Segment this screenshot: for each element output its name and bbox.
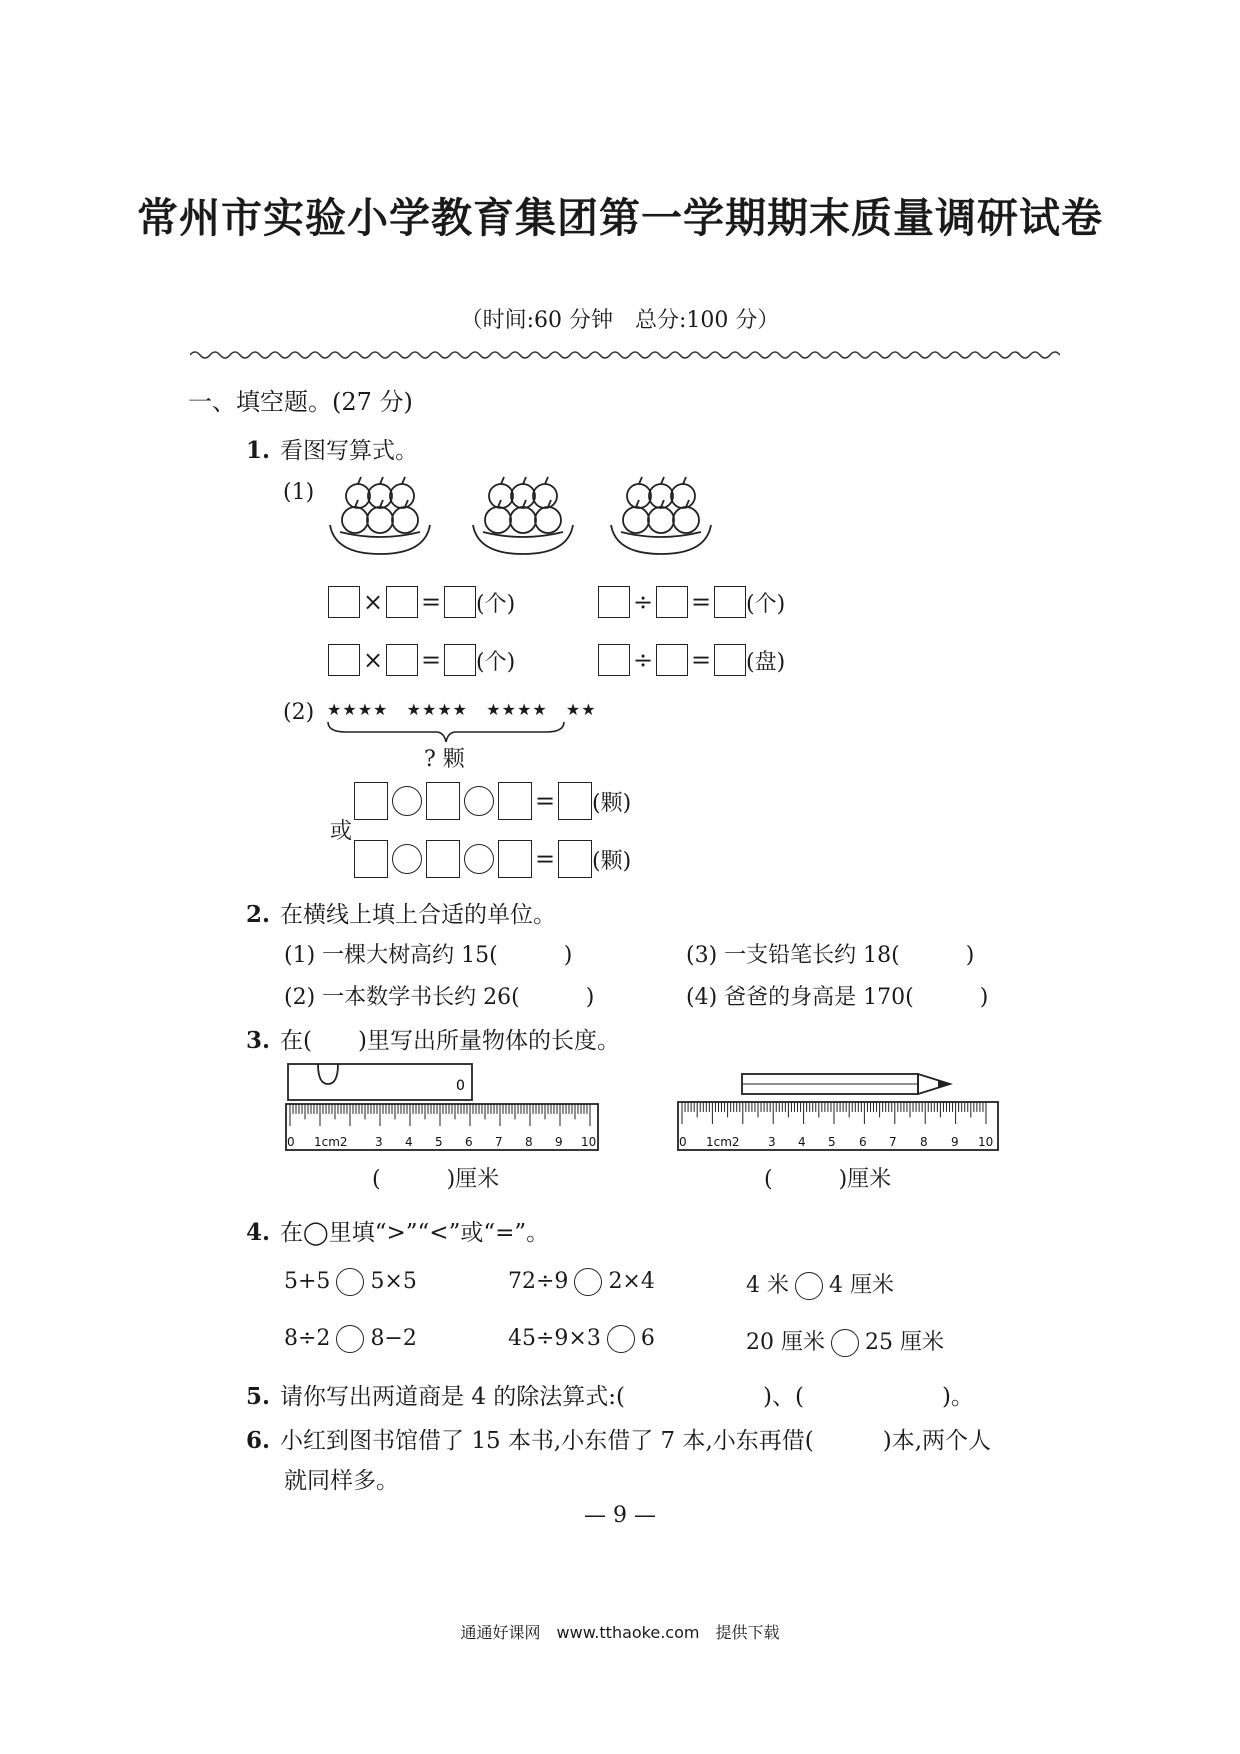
comparison-left: 4 米	[746, 1273, 789, 1298]
answer-box[interactable]	[444, 644, 476, 676]
exam-subtitle: （时间:60 分钟 总分:100 分）	[460, 308, 780, 333]
ruler-with-eraser	[284, 1060, 604, 1160]
compare-circle[interactable]	[574, 1268, 602, 1296]
question-number: 6.	[246, 1427, 271, 1454]
unit-label: (个)	[746, 591, 786, 617]
equation-row: × = (个)	[328, 586, 515, 618]
answer-box[interactable]	[386, 586, 418, 618]
question-text: 小红到图书馆借了 15 本书,小东借了 7 本,小东再借( )本,两个人	[280, 1428, 992, 1454]
unit-label: (颗)	[592, 790, 632, 816]
comparison-item	[284, 1268, 417, 1296]
equation-row: ÷ = (盘)	[598, 644, 785, 676]
wavy-divider	[190, 348, 1060, 362]
unit-label: (盘)	[746, 649, 786, 675]
question-text: 在( )里写出所量物体的长度。	[280, 1028, 620, 1054]
comparison-left: 72÷9	[508, 1269, 569, 1294]
comparison-item	[746, 1325, 944, 1357]
comparison-right: 4 厘米	[829, 1273, 894, 1298]
or-label: 或	[330, 819, 353, 844]
ruler-label: 3	[375, 1135, 383, 1149]
equation-row: = (颗)	[354, 782, 631, 820]
question-text-continued: 就同样多。	[284, 1468, 399, 1494]
unit-label: (个)	[476, 591, 516, 617]
question-4	[246, 1214, 549, 1247]
ruler-label: 9	[555, 1135, 563, 1149]
svg-text:0: 0	[456, 1078, 465, 1094]
ruler-label: 1cm2	[706, 1135, 740, 1149]
ruler-label: 0	[679, 1135, 687, 1149]
comparison-left: 20 厘米	[746, 1330, 825, 1355]
answer-box[interactable]	[498, 782, 532, 820]
star-groups	[327, 700, 597, 719]
question-6	[246, 1422, 991, 1455]
question-number: 2.	[246, 901, 271, 928]
answer-box[interactable]	[714, 644, 746, 676]
ruler-label: 10	[581, 1135, 597, 1149]
question-number: 1.	[246, 437, 271, 464]
answer-box[interactable]	[426, 840, 460, 878]
answer-box[interactable]	[656, 586, 688, 618]
equation-row: × = (个)	[328, 644, 515, 676]
comparison-item	[746, 1268, 894, 1300]
comparison-right: 25 厘米	[865, 1330, 944, 1355]
unit-item: (3) 一支铅笔长约 18( )	[686, 943, 975, 968]
curly-brace	[326, 720, 566, 744]
star-group: ★★★★	[486, 700, 548, 719]
answer-box[interactable]	[386, 644, 418, 676]
comparison-item	[508, 1268, 655, 1296]
answer-box[interactable]	[328, 586, 360, 618]
brace-label: ? 颗	[424, 747, 465, 772]
apple-plate-icon	[325, 470, 435, 558]
star-group: ★★★★	[327, 700, 389, 719]
section-heading: 一、填空题。(27 分)	[188, 388, 413, 416]
question-5	[246, 1378, 974, 1411]
unit-item: (1) 一棵大树高约 15( )	[284, 943, 573, 968]
unit-item: (4) 爸爸的身高是 170( )	[686, 985, 989, 1010]
ruler-label: 0	[287, 1135, 295, 1149]
unit-item: (2) 一本数学书长约 26( )	[284, 985, 595, 1010]
answer-box[interactable]	[714, 586, 746, 618]
apple-plate-icon	[606, 470, 716, 558]
answer-box[interactable]	[558, 782, 592, 820]
comparison-right: 8−2	[370, 1326, 417, 1351]
comparison-left: 45÷9×3	[508, 1326, 601, 1351]
operator-circle[interactable]	[464, 844, 494, 874]
question-number: 4.	[246, 1219, 271, 1246]
answer-box[interactable]	[598, 586, 630, 618]
question-text: 请你写出两道商是 4 的除法算式:( )、( )。	[280, 1384, 974, 1410]
ruler-label: 9	[951, 1135, 959, 1149]
part-label-2: (2)	[283, 700, 315, 725]
ruler-label: 10	[978, 1135, 994, 1149]
comparison-right: 6	[640, 1326, 655, 1351]
question-number: 3.	[246, 1027, 271, 1054]
comparison-item	[284, 1325, 417, 1353]
ruler-with-pencil	[676, 1070, 1006, 1162]
equation-row: ÷ = (个)	[598, 586, 785, 618]
operator-circle[interactable]	[392, 786, 422, 816]
answer-box[interactable]	[426, 782, 460, 820]
exam-title: 常州市实验小学教育集团第一学期期末质量调研试卷	[137, 194, 1103, 242]
comparison-right: 5×5	[370, 1269, 417, 1294]
star-group: ★★	[565, 700, 597, 719]
unit-label: (个)	[476, 649, 516, 675]
question-3	[246, 1022, 620, 1055]
answer-box[interactable]	[354, 782, 388, 820]
operator-circle[interactable]	[392, 844, 422, 874]
star-group: ★★★★	[406, 700, 469, 719]
ruler-label: 3	[768, 1135, 776, 1149]
ruler-label: 7	[889, 1135, 897, 1149]
operator-circle[interactable]	[464, 786, 494, 816]
comparison-item	[508, 1325, 655, 1353]
answer-box[interactable]	[558, 840, 592, 878]
unit-label: (颗)	[592, 848, 632, 874]
ruler-label: 6	[465, 1135, 473, 1149]
answer-box[interactable]	[444, 586, 476, 618]
compare-circle[interactable]	[795, 1272, 823, 1300]
length-answer: ( )厘米	[372, 1167, 500, 1192]
footer-credit: 通通好课网 www.tthaoke.com 提供下载	[460, 1623, 780, 1642]
ruler-label: 7	[495, 1135, 503, 1149]
answer-box[interactable]	[498, 840, 532, 878]
question-text: 在横线上填上合适的单位。	[280, 902, 557, 928]
answer-box[interactable]	[328, 644, 360, 676]
ruler-label: 4	[798, 1135, 806, 1149]
question-text: 在◯里填“>”“<”或“=”。	[280, 1220, 550, 1246]
ruler-label: 8	[920, 1135, 928, 1149]
apple-plate-icon	[468, 470, 578, 558]
question-1	[246, 432, 418, 465]
compare-circle[interactable]	[336, 1268, 364, 1296]
part-label-1: (1)	[283, 480, 315, 505]
comparison-left: 8÷2	[284, 1326, 331, 1351]
page-number: — 9 —	[584, 1503, 656, 1528]
answer-box[interactable]	[598, 644, 630, 676]
question-2	[246, 896, 556, 929]
equation-row: = (颗)	[354, 840, 631, 878]
ruler-label: 5	[828, 1135, 836, 1149]
answer-box[interactable]	[656, 644, 688, 676]
question-number: 5.	[246, 1383, 271, 1410]
answer-box[interactable]	[354, 840, 388, 878]
ruler-label: 6	[859, 1135, 867, 1149]
compare-circle[interactable]	[336, 1325, 364, 1353]
length-answer: ( )厘米	[764, 1167, 892, 1192]
ruler-label: 1cm2	[314, 1135, 348, 1149]
ruler-label: 5	[435, 1135, 443, 1149]
compare-circle[interactable]	[607, 1325, 635, 1353]
ruler-label: 4	[405, 1135, 413, 1149]
ruler-label: 8	[525, 1135, 533, 1149]
comparison-left: 5+5	[284, 1269, 331, 1294]
question-text: 看图写算式。	[280, 438, 419, 464]
comparison-right: 2×4	[608, 1269, 655, 1294]
compare-circle[interactable]	[831, 1329, 859, 1357]
